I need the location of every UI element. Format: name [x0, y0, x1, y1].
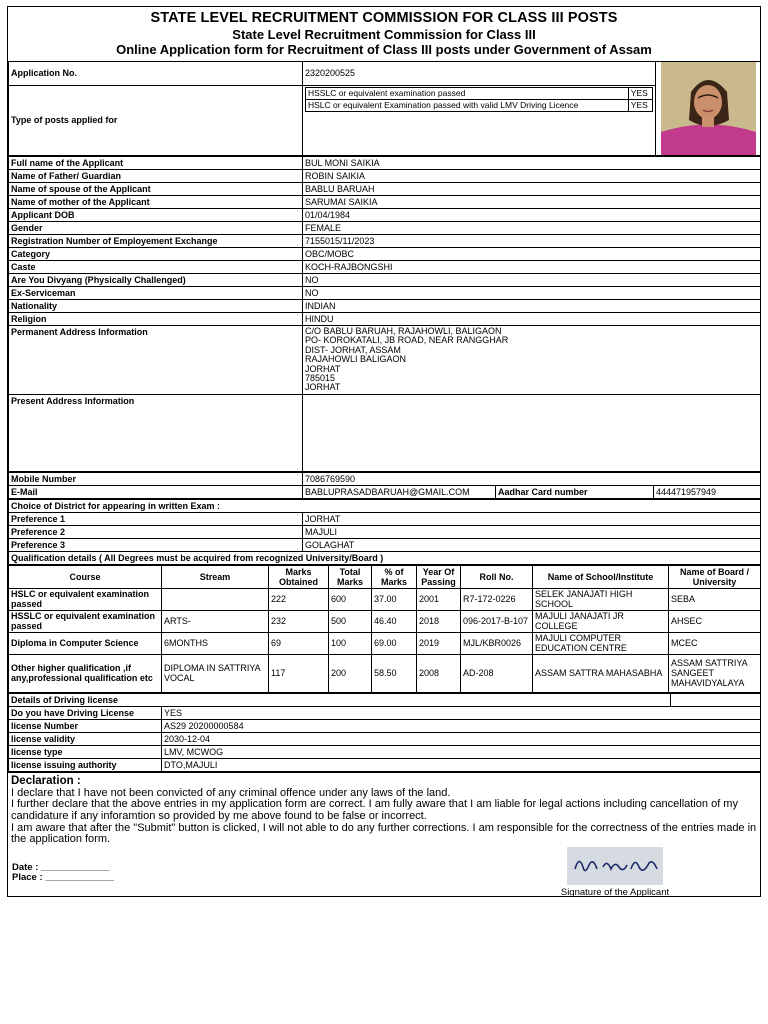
- empty-cell: [671, 693, 761, 706]
- table-row: [9, 287, 761, 300]
- table-row: [9, 758, 761, 771]
- row-value: JORHAT: [303, 512, 761, 525]
- row-label: Do you have Driving License: [9, 706, 162, 719]
- table-row: [9, 170, 761, 183]
- email-value: BABLUPRASADBARUAH@GMAIL.COM: [303, 485, 496, 498]
- cell: 500: [329, 610, 372, 632]
- present-address-row: [9, 394, 761, 471]
- form-title: Online Application form for Recruitment of Class III posts under Government of Assam: [116, 42, 652, 57]
- present-address-label: Present Address Information: [9, 394, 303, 471]
- aadhar-value: 444471957949: [654, 485, 761, 498]
- posts-label: Type of posts applied for: [9, 85, 303, 155]
- table-row: [9, 525, 761, 538]
- cell: 200: [329, 654, 372, 692]
- row-value: LMV, MCWOG: [162, 745, 761, 758]
- declaration-section: [8, 772, 760, 896]
- district-table: [8, 499, 761, 565]
- row-label: Preference 3: [9, 538, 303, 551]
- row-label: Religion: [9, 313, 303, 326]
- page-subtitle: State Level Recruitment Commission for Class III: [232, 27, 536, 42]
- table-row: [9, 588, 761, 610]
- qualification-table: [8, 565, 761, 693]
- column-header: Name of School/Institute: [533, 565, 669, 588]
- table-row: [9, 313, 761, 326]
- present-address-value: [303, 394, 761, 471]
- permanent-address-row: [9, 326, 761, 395]
- row-value: MAJULI: [303, 525, 761, 538]
- table-row: [9, 632, 761, 654]
- table-row: [9, 512, 761, 525]
- table-row: [9, 274, 761, 287]
- row-value: NO: [303, 274, 761, 287]
- cell: 6MONTHS: [162, 632, 269, 654]
- cell: 2008: [417, 654, 461, 692]
- posts-cell: [303, 85, 656, 155]
- row-label: Name of spouse of the Applicant: [9, 183, 303, 196]
- column-header: Course: [9, 565, 162, 588]
- row-value: DTO,MAJULI: [162, 758, 761, 771]
- applicant-photo-image: [661, 62, 756, 155]
- cell: 096-2017-B-107: [461, 610, 533, 632]
- table-row: [9, 745, 761, 758]
- row-label: Gender: [9, 222, 303, 235]
- cell: 600: [329, 588, 372, 610]
- table-row: [9, 248, 761, 261]
- row-value: BABLU BARUAH: [303, 183, 761, 196]
- row-label: Category: [9, 248, 303, 261]
- row-label: license Number: [9, 719, 162, 732]
- cell: 222: [269, 588, 329, 610]
- row-label: Full name of the Applicant: [9, 157, 303, 170]
- cell: ASSAM SATTRIYA SANGEET MAHAVIDYALAYA: [669, 654, 761, 692]
- table-row: [9, 222, 761, 235]
- post-name: HSSLC or equivalent examination passed: [306, 87, 629, 99]
- cell: MCEC: [669, 632, 761, 654]
- row-value: KOCH-RAJBONGSHI: [303, 261, 761, 274]
- cell: MAJULI COMPUTER EDUCATION CENTRE: [533, 632, 669, 654]
- page-title: STATE LEVEL RECRUITMENT COMMISSION FOR CLASS III POSTS: [150, 10, 618, 26]
- post-name: HSLC or equivalent Examination passed with valid LMV Driving Licence: [306, 99, 629, 111]
- application-info-table: [8, 62, 761, 156]
- cell: 2001: [417, 588, 461, 610]
- row-value: GOLAGHAT: [303, 538, 761, 551]
- cell: DIPLOMA IN SATTRIYA VOCAL: [162, 654, 269, 692]
- cell: SEBA: [669, 588, 761, 610]
- posts-table: [305, 87, 653, 112]
- row-value: HINDU: [303, 313, 761, 326]
- row-value: INDIAN: [303, 300, 761, 313]
- row-value: SARUMAI SAIKIA: [303, 196, 761, 209]
- cell: ASSAM SATTRA MAHASABHA: [533, 654, 669, 692]
- table-row: [9, 499, 761, 512]
- cell: 46.40: [372, 610, 417, 632]
- cell: HSSLC or equivalent examination passed: [9, 610, 162, 632]
- table-row: [9, 209, 761, 222]
- row-value: 7155015/11/2023: [303, 235, 761, 248]
- table-row: [9, 719, 761, 732]
- signature-image: [567, 847, 663, 885]
- table-row: [9, 196, 761, 209]
- table-row: [9, 261, 761, 274]
- cell: [162, 588, 269, 610]
- row-value: OBC/MOBC: [303, 248, 761, 261]
- cell: 2018: [417, 610, 461, 632]
- address-line: JORHAT: [305, 363, 341, 374]
- place-label: Place : _____________: [12, 871, 114, 883]
- row-label: Are You Divyang (Physically Challenged): [9, 274, 303, 287]
- post-value: YES: [628, 87, 652, 99]
- row-label: Ex-Serviceman: [9, 287, 303, 300]
- address-line: JORHAT: [305, 382, 341, 393]
- address-line: DIST- JORHAT, ASSAM: [305, 344, 401, 355]
- row-label: Name of Father/ Guardian: [9, 170, 303, 183]
- row-value: ROBIN SAIKIA: [303, 170, 761, 183]
- cell: 37.00: [372, 588, 417, 610]
- qualification-heading: Qualification details ( All Degrees must be acquired from recognized University/Board ): [9, 551, 761, 564]
- email-label: E-Mail: [9, 485, 303, 498]
- table-row: [9, 183, 761, 196]
- applicant-photo: [661, 62, 756, 155]
- row-value: YES: [162, 706, 761, 719]
- table-row: [9, 610, 761, 632]
- cell: MJL/KBR0026: [461, 632, 533, 654]
- row-label: Name of mother of the Applicant: [9, 196, 303, 209]
- cell: Diploma in Computer Science: [9, 632, 162, 654]
- signature-caption: Signature of the Applicant: [560, 886, 670, 898]
- cell: MAJULI JANAJATI JR COLLEGE: [533, 610, 669, 632]
- mobile-value: 7086769590: [303, 472, 761, 485]
- signature-block: [550, 847, 680, 898]
- row-value: BUL MONI SAIKIA: [303, 157, 761, 170]
- cell: ARTS-: [162, 610, 269, 632]
- cell: 100: [329, 632, 372, 654]
- table-row: [9, 693, 761, 706]
- column-header: Total Marks: [329, 565, 372, 588]
- declaration-line: I am aware that after the "Submit" button is clicked, I will not able to do any further corrections. I am responsible for the correctness of the entries made in the application form.: [11, 821, 757, 846]
- address-line: PO- KOROKATALI, JB ROAD, NEAR RANGGHAR: [305, 335, 509, 346]
- declaration-line: I further declare that the above entries in my application form are correct. I am fully aware that I am liable for legal actions including cancellation of my candidature if any inforamtion so provided by me above found to be false or incorrect.: [11, 798, 738, 823]
- table-row: [9, 654, 761, 692]
- table-row: [9, 706, 761, 719]
- cell: 117: [269, 654, 329, 692]
- permanent-address-label: Permanent Address Information: [9, 326, 303, 395]
- mobile-label: Mobile Number: [9, 472, 303, 485]
- cell: 69: [269, 632, 329, 654]
- driving-license-table: [8, 693, 761, 772]
- table-header-row: [9, 565, 761, 588]
- row-value: FEMALE: [303, 222, 761, 235]
- form-header: [8, 7, 760, 62]
- table-row: [9, 235, 761, 248]
- address-line: 785015: [305, 373, 336, 384]
- table-row: [9, 300, 761, 313]
- table-row: [9, 732, 761, 745]
- cell: 232: [269, 610, 329, 632]
- table-row: [9, 485, 761, 498]
- row-label: license issuing authority: [9, 758, 162, 771]
- driving-heading: Details of Driving license: [9, 693, 671, 706]
- row-label: license type: [9, 745, 162, 758]
- photo-cell: [656, 62, 761, 156]
- column-header: Roll No.: [461, 565, 533, 588]
- cell: R7-172-0226: [461, 588, 533, 610]
- contact-table: [8, 472, 761, 499]
- app-no-value: 2320200525: [303, 62, 656, 85]
- date-place: [12, 863, 114, 883]
- table-row: [9, 157, 761, 170]
- cell: HSLC or equivalent examination passed: [9, 588, 162, 610]
- row-label: Registration Number of Employement Exchange: [9, 235, 303, 248]
- row-value: 2030-12-04: [162, 732, 761, 745]
- cell: 2019: [417, 632, 461, 654]
- district-heading: Choice of District for appearing in written Exam :: [9, 499, 761, 512]
- address-line: C/O BABLU BARUAH, RAJAHOWLI, BALIGAON: [305, 326, 502, 336]
- applicant-signature: [567, 847, 663, 885]
- cell: 69.00: [372, 632, 417, 654]
- application-form: [7, 6, 761, 897]
- permanent-address-value: [303, 326, 761, 395]
- column-header: Marks Obtained: [269, 565, 329, 588]
- table-row: [9, 538, 761, 551]
- row-value: AS29 20200000584: [162, 719, 761, 732]
- row-value: NO: [303, 287, 761, 300]
- cell: Other higher qualification ,if any,professional qualification etc: [9, 654, 162, 692]
- row-label: Caste: [9, 261, 303, 274]
- cell: AD-208: [461, 654, 533, 692]
- column-header: Year Of Passing: [417, 565, 461, 588]
- cell: 58.50: [372, 654, 417, 692]
- date-label: Date : _____________: [12, 861, 110, 873]
- row-label: Applicant DOB: [9, 209, 303, 222]
- row-label: Nationality: [9, 300, 303, 313]
- column-header: % of Marks: [372, 565, 417, 588]
- column-header: Stream: [162, 565, 269, 588]
- cell: AHSEC: [669, 610, 761, 632]
- post-value: YES: [628, 99, 652, 111]
- row-label: Preference 2: [9, 525, 303, 538]
- app-no-label: Application No.: [9, 62, 303, 85]
- declaration-title: Declaration :: [11, 774, 81, 787]
- applicant-details-table: [8, 156, 761, 472]
- cell: SELEK JANAJATI HIGH SCHOOL: [533, 588, 669, 610]
- table-row: [9, 551, 761, 564]
- aadhar-label: Aadhar Card number: [496, 485, 654, 498]
- row-value: 01/04/1984: [303, 209, 761, 222]
- table-row: [9, 472, 761, 485]
- declaration-line: I declare that I have not been convicted of any criminal offence under any laws of the land.: [11, 786, 451, 799]
- row-label: license validity: [9, 732, 162, 745]
- column-header: Name of Board / University: [669, 565, 761, 588]
- address-line: RAJAHOWLI BALIGAON: [305, 354, 407, 365]
- row-label: Preference 1: [9, 512, 303, 525]
